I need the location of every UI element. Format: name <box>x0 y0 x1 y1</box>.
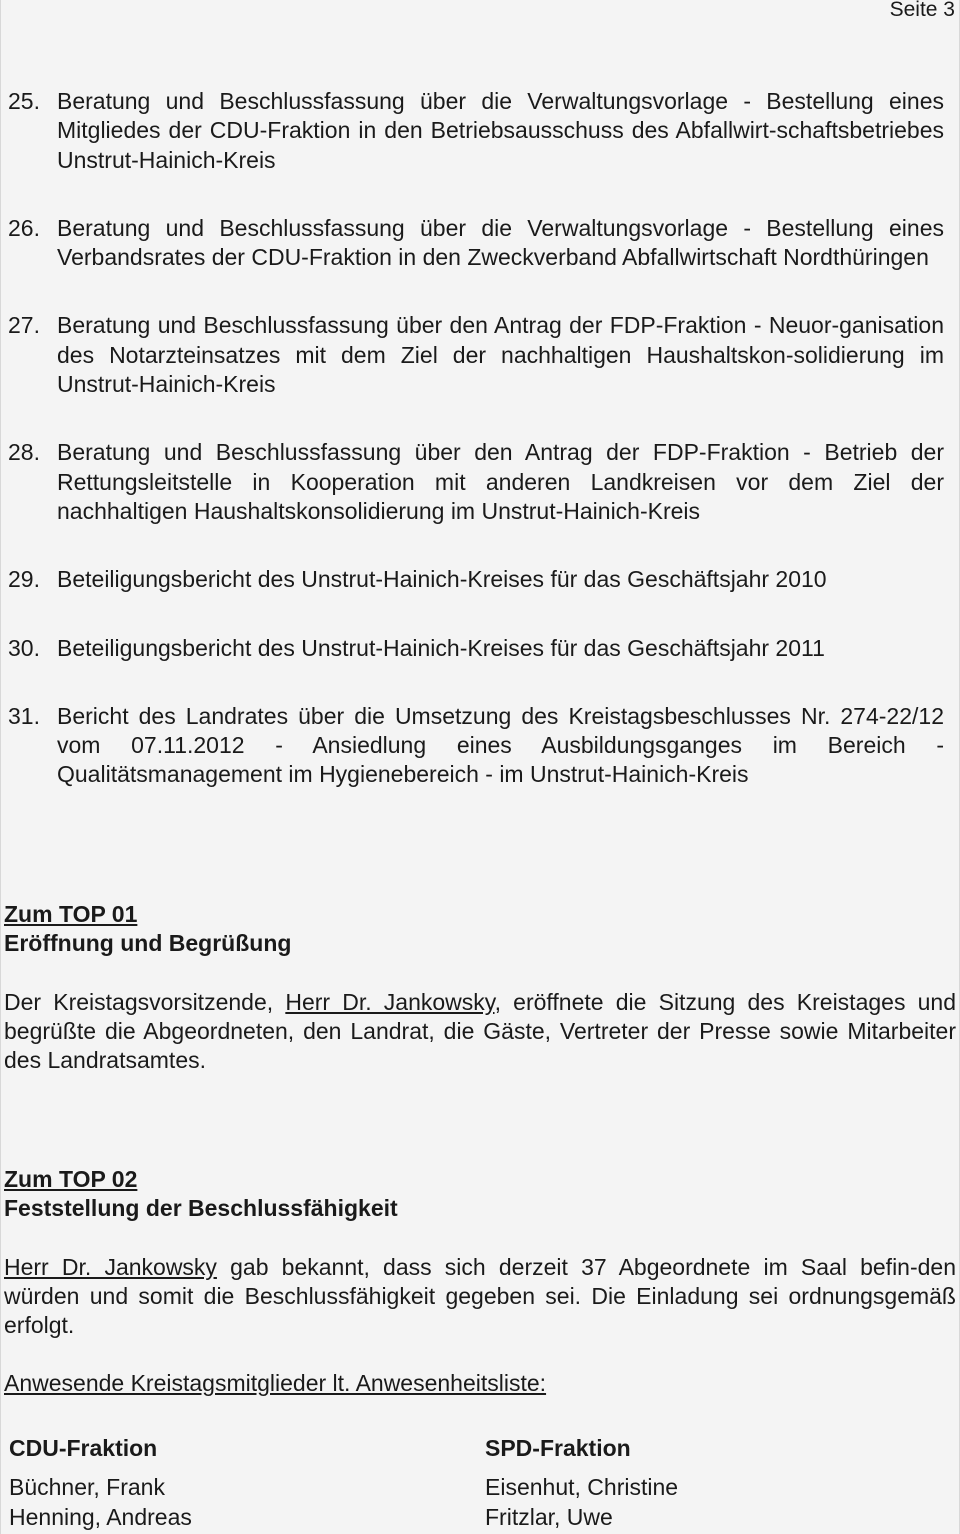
agenda-item-number: 31. <box>8 702 40 729</box>
top02-title: Feststellung der Beschlussfähigkeit <box>4 1195 398 1222</box>
agenda-item-text: Beteiligungsbericht des Unstrut-Hainich-Kreises für das Geschäftsjahr 2011 <box>57 634 825 661</box>
top01-label: Zum TOP 01 <box>4 901 138 927</box>
top01-paragraph <box>4 988 956 1076</box>
member-name: Eisenhut, Christine <box>485 1474 679 1501</box>
agenda-item <box>1 438 960 526</box>
top01-section <box>4 900 956 1075</box>
agenda-item-text: Beratung und Beschlussfassung über die Verwaltungsvorlage - Bestellung eines Verbandsrates der CDU-Fraktion in den Zweckverband Abfallwirtschaft Nordthüringen <box>57 214 944 271</box>
agenda-item <box>1 87 960 175</box>
attendance-heading: Anwesende Kreistagsmitglieder lt. Anwesenheitsliste: <box>4 1370 547 1396</box>
agenda-item-text: Bericht des Landrates über die Umsetzung des Kreistagsbeschlusses Nr. 274-22/12 vom 07.11.2012 - Ansiedlung eines Ausbildungsganges im Bereich - Qualitätsmanagement im Hygienebereich - im Unstrut-Hainich-Kreis <box>57 702 944 788</box>
agenda-item <box>1 702 960 790</box>
top01-para-rest: eröffnete die Sitzung des Kreistages und begrüßte die Abgeordneten, den Landrat, die Gäste, Vertreter der Presse sowie Mitarbeiter des Landratsamtes. <box>4 988 957 1074</box>
top02-person: Herr Dr. Jankowsky <box>4 1253 217 1280</box>
agenda-item-text: Beratung und Beschlussfassung über die Verwaltungsvorlage - Bestellung eines Mitgliedes der CDU-Fraktion in den Betriebsausschuss des Abfallwirt-schaftsbetriebes Unstrut-Hainich-Kreis <box>57 88 944 173</box>
top02-section <box>4 1165 956 1340</box>
top01-person: Herr Dr. Jankowsky, <box>285 988 501 1015</box>
top02-label: Zum TOP 02 <box>4 1166 138 1192</box>
faction-cdu <box>9 1434 192 1532</box>
agenda-item-number: 29. <box>8 566 40 593</box>
agenda-item <box>1 311 960 399</box>
agenda-item-text: Beteiligungsbericht des Unstrut-Hainich-Kreises für das Geschäftsjahr 2010 <box>57 566 827 593</box>
agenda-item-text: Beratung und Beschlussfassung über den Antrag der FDP-Fraktion - Betrieb der Rettungsleitstelle in Kooperation mit anderen Landkreisen vor dem Ziel der nachhaltigen Haushaltskonsolidierung im Unstrut-Hainich-Kreis <box>57 439 944 524</box>
faction-name: SPD-Fraktion <box>485 1435 631 1461</box>
agenda-item-number: 30. <box>8 634 40 661</box>
agenda-item-number: 27. <box>8 312 40 339</box>
agenda-item-number: 25. <box>8 88 40 114</box>
top01-title: Eröffnung und Begrüßung <box>4 930 292 957</box>
page-number: Seite 3 <box>889 0 955 21</box>
agenda-item <box>1 634 960 663</box>
top02-paragraph <box>4 1253 956 1341</box>
agenda-item-text: Beratung und Beschlussfassung über den Antrag der FDP-Fraktion - Neuor-ganisation des Notarzteinsatzes mit dem Ziel der nachhaltigen Haushaltskon-solidierung im Unstrut-Hainich-Kreis <box>57 312 944 398</box>
top01-para-start: Der Kreistagsvorsitzende, <box>4 988 286 1015</box>
agenda-item <box>1 565 960 594</box>
member-name: Büchner, Frank <box>9 1474 165 1501</box>
faction-name: CDU-Fraktion <box>9 1435 158 1461</box>
agenda-item-number: 28. <box>8 439 40 466</box>
agenda-item-number: 26. <box>8 214 40 241</box>
agenda-item <box>1 214 960 273</box>
agenda-list <box>1 87 960 829</box>
faction-spd <box>485 1434 678 1532</box>
top02-para-rest: gab bekannt, dass sich derzeit 37 Abgeordnete im Saal befin-den würden und somit die Beschlussfähigkeit gegeben sei. Die Einladung sei ordnungsgemäß erfolgt. <box>4 1253 957 1339</box>
member-name: Fritzlar, Uwe <box>485 1503 613 1530</box>
member-name: Henning, Andreas <box>9 1503 192 1530</box>
